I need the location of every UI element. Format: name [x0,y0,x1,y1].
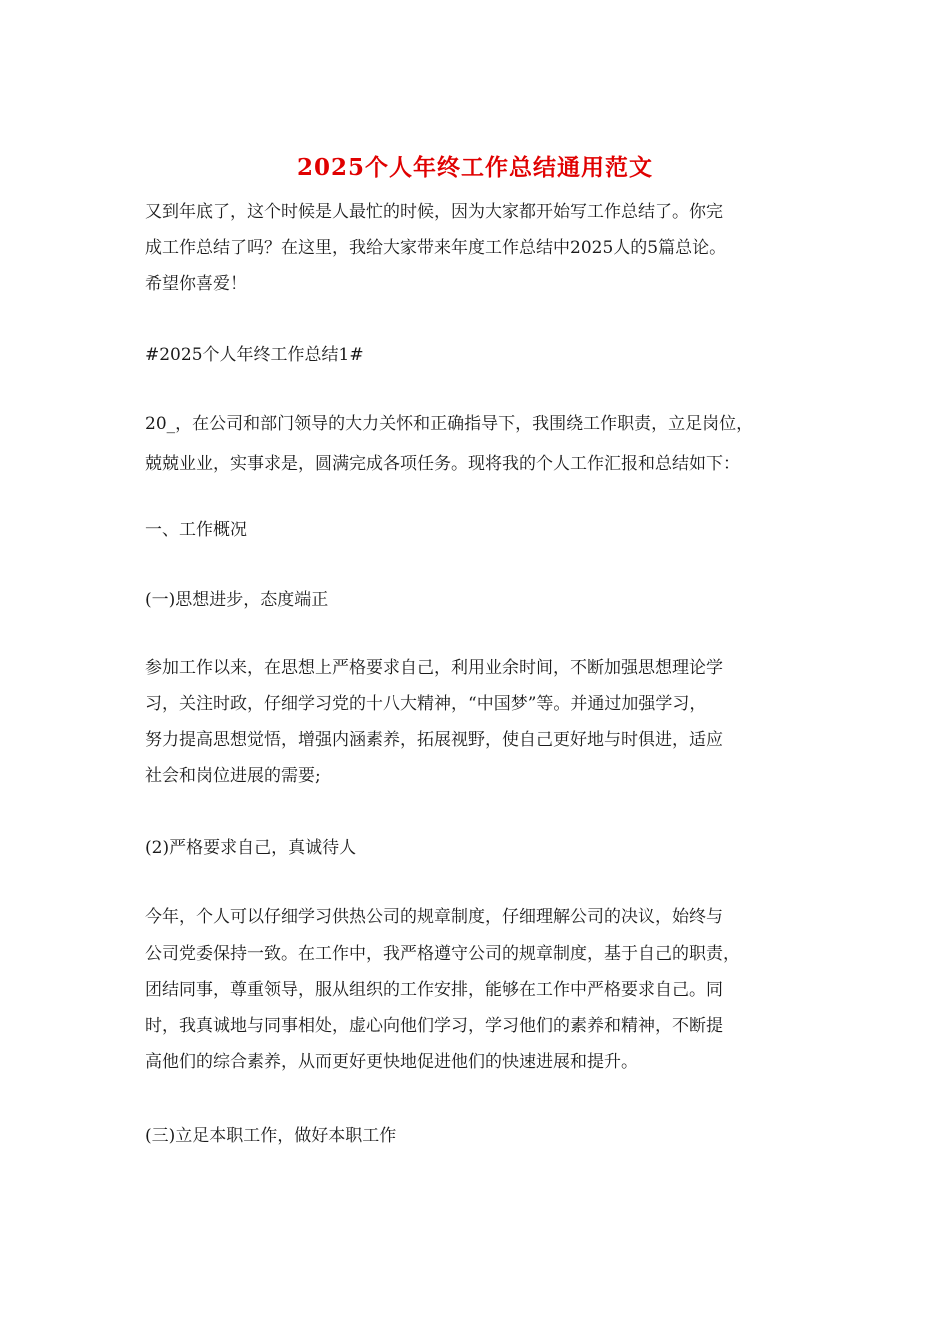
sub2-heading: (2)严格要求自己，真诚待人 [145,838,357,858]
sub1-body-line: 参加工作以来，在思想上严格要求自己，利用业余时间，不断加强思想理论学 [145,658,723,678]
sub2-body-line: 公司党委保持一致。在工作中，我严格遵守公司的规章制度，基于自己的职责， [145,944,740,964]
section-heading: #2025个人年终工作总结1# [145,345,364,365]
opening-line: 20_，在公司和部门领导的大力关怀和正确指导下，我围绕工作职责，立足岗位， [145,414,754,434]
sub1-body-line: 社会和岗位进展的需要; [145,766,321,786]
sub3-heading: (三)立足本职工作，做好本职工作 [145,1126,397,1146]
sub2-body-line: 团结同事，尊重领导，服从组织的工作安排，能够在工作中严格要求自己。同 [145,980,723,1000]
sub2-body-line: 高他们的综合素养，从而更好更快地促进他们的快速进展和提升。 [145,1052,638,1072]
sub1-body-line: 习，关注时政，仔细学习党的十八大精神，“中国梦”等。并通过加强学习， [145,694,707,714]
sub2-body-line: 时，我真诚地与同事相处，虚心向他们学习，学习他们的素养和精神，不断提 [145,1016,723,1036]
sub2-body-line: 今年，个人可以仔细学习供热公司的规章制度，仔细理解公司的决议，始终与 [145,907,723,927]
document-title: 2025个人年终工作总结通用范文 [296,154,653,181]
sub1-heading: (一)思想进步，态度端正 [145,590,329,610]
part1-heading: 一、工作概况 [145,520,247,540]
intro-line: 成工作总结了吗？在这里，我给大家带来年度工作总结中2025人的5篇总论。 [145,238,727,258]
opening-line: 兢兢业业，实事求是，圆满完成各项任务。现将我的个人工作汇报和总结如下： [145,454,740,474]
intro-line: 希望你喜爱！ [145,274,247,294]
sub1-body-line: 努力提高思想觉悟，增强内涵素养，拓展视野，使自己更好地与时俱进，适应 [145,730,723,750]
intro-line: 又到年底了，这个时候是人最忙的时候，因为大家都开始写工作总结了。你完 [145,202,723,222]
